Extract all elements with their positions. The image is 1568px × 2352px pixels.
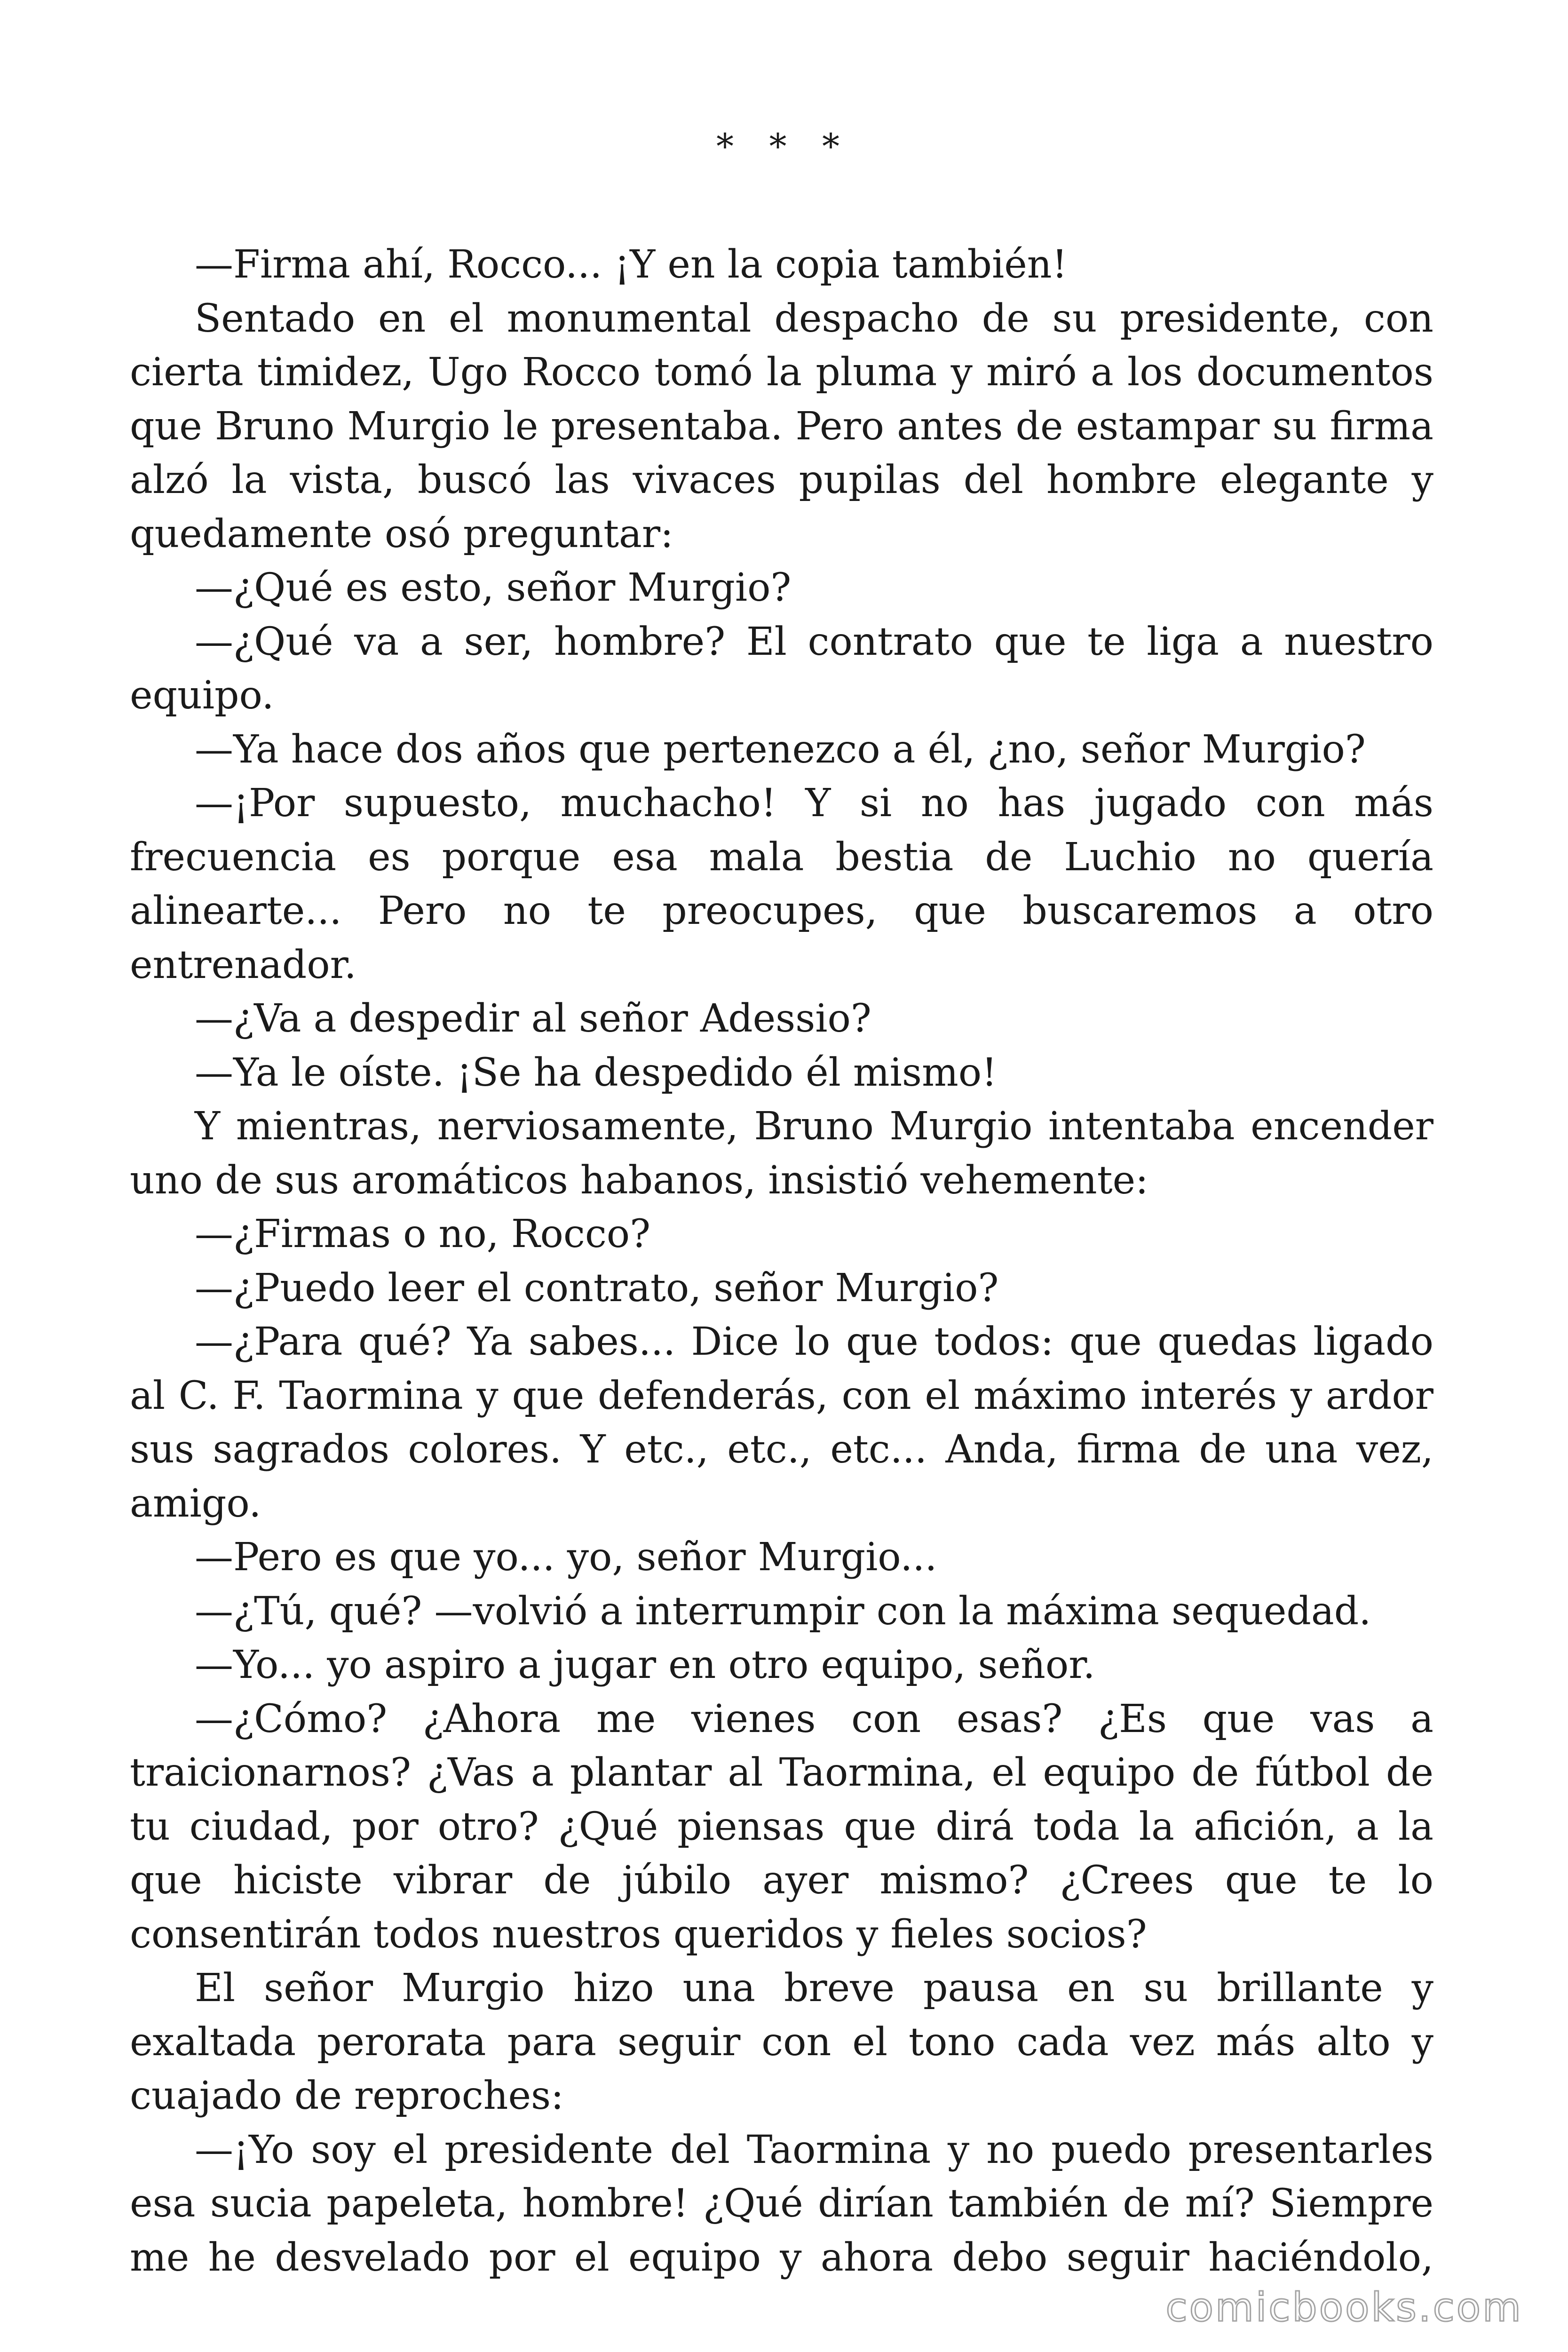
paragraph: Y mientras, nerviosamente, Bruno Murgio intentaba encender uno de sus aromáticos habanos, insistió vehemente: (130, 1104, 1433, 1203)
paragraph: —¡Yo soy el presidente del Taormina y no puedo presentarles esa sucia papeleta, hombre! ¿Qué dirían también de mí? Siempre me he desvelado por el equipo y ahora debo seguir haciéndolo, (130, 2127, 1433, 2280)
paragraph: —¿Puedo leer el contrato, señor Murgio? (195, 1265, 999, 1311)
paragraph: —¡Por supuesto, muchacho! Y si no has jugado con más frecuencia es porque esa mala bestia de Luchio no quería alinearte... Pero no te preocupes, que buscaremos a otro entrenador. (130, 781, 1433, 987)
paragraph: —Ya hace dos años que pertenezco a él, ¿no, señor Murgio? (195, 727, 1366, 772)
paragraph: —¿Cómo? ¿Ahora me vienes con esas? ¿Es que vas a traicionarnos? ¿Vas a plantar al Taormina, el equipo de fútbol de tu ciudad, por otro? ¿Qué piensas que dirá toda la afición, a la que hiciste vibrar de júbilo ayer mismo? ¿Crees que te lo consentirán todos nuestros queridos y fieles socios? (130, 1696, 1433, 1957)
paragraph: El señor Murgio hizo una breve pausa en su brillante y exaltada perorata para seguir con el tono cada vez más alto y cuajado de reproches: (130, 1966, 1433, 2118)
body-text (130, 238, 1433, 2285)
paragraph: —Firma ahí, Rocco... ¡Y en la copia también! (195, 242, 1068, 287)
paragraph: —¿Qué es esto, señor Murgio? (195, 565, 792, 610)
watermark: comicbooks.com (1165, 2284, 1523, 2330)
paragraph: —¿Va a despedir al señor Adessio? (195, 996, 871, 1041)
paragraph: —Pero es que yo... yo, señor Murgio... (195, 1535, 937, 1580)
paragraph: —Ya le oíste. ¡Se ha despedido él mismo! (195, 1050, 998, 1095)
paragraph: —¿Qué va a ser, hombre? El contrato que te liga a nuestro equipo. (130, 619, 1433, 718)
section-separator: * * * (716, 127, 852, 167)
paragraph: —¿Firmas o no, Rocco? (195, 1212, 651, 1256)
paragraph: Sentado en el monumental despacho de su presidente, con cierta timidez, Ugo Rocco tomó la pluma y miró a los documentos que Bruno Murgio le presentaba. Pero antes de estampar su firma alzó la vista, buscó las vivaces pupilas del hombre elegante y quedamente osó preguntar: (130, 296, 1433, 556)
paragraph: —Yo... yo aspiro a jugar en otro equipo, señor. (195, 1643, 1095, 1687)
paragraph: —¿Para qué? Ya sabes... Dice lo que todos: que quedas ligado al C. F. Taormina y que defenderás, con el máximo interés y ardor sus sagrados colores. Y etc., etc., etc... Anda, firma de una vez, amigo. (130, 1319, 1433, 1526)
paragraph: —¿Tú, qué? —volvió a interrumpir con la máxima sequedad. (195, 1589, 1371, 1634)
